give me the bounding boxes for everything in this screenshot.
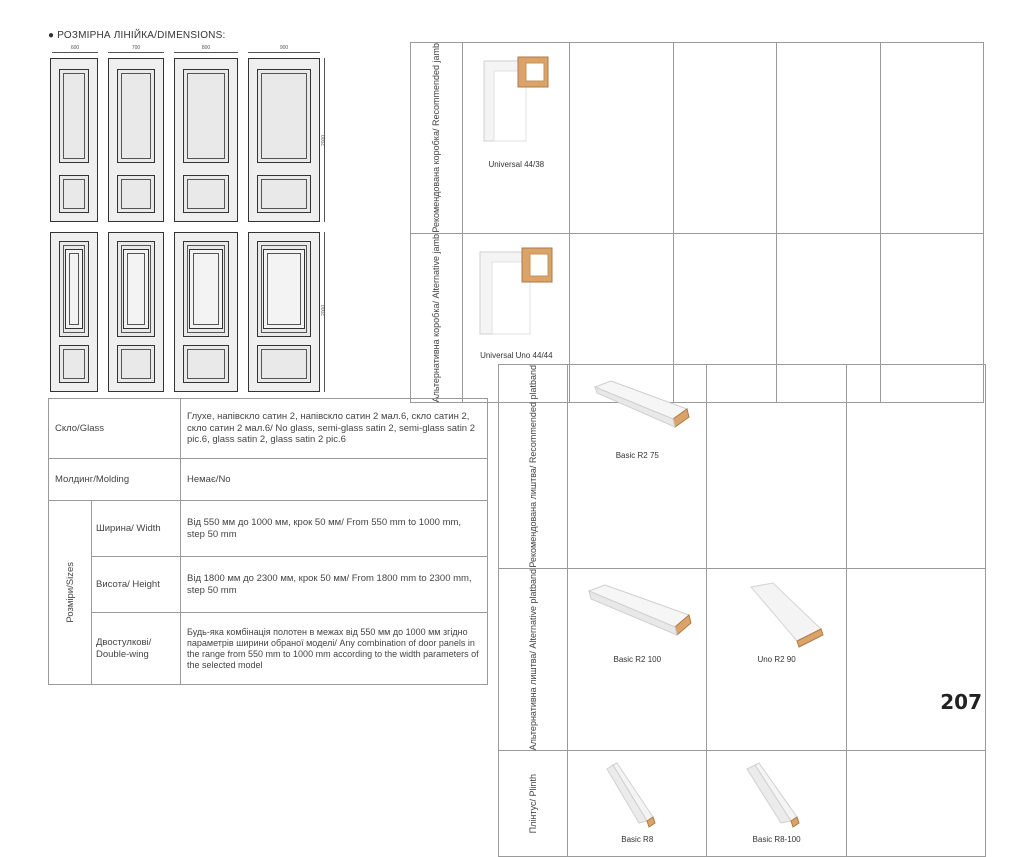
page-number: 207 [940, 690, 982, 714]
jamb-row-label: Рекомендована коробка/ Recommended jamb [411, 43, 463, 234]
door-900-solid [248, 58, 320, 222]
dimension-line [52, 52, 98, 53]
width-value: Від 550 мм до 1000 мм, крок 50 мм/ From 550 mm to 1000 mm, step 50 mm [181, 501, 488, 557]
height-label-bottom: 2000 [321, 304, 327, 316]
platband-row-label: Плінтус/ Plinth [499, 750, 568, 856]
plinth-cell [568, 750, 707, 856]
jamb-table [410, 42, 984, 403]
door-panel [59, 345, 89, 383]
door-panel [257, 345, 311, 383]
double-wing-label: Двостулкові/ Double-wing [92, 613, 181, 685]
glass-label: Скло/Glass [49, 399, 181, 459]
door-900-glass [248, 232, 320, 392]
empty-cell [846, 568, 985, 750]
door-600-glass [50, 232, 98, 392]
door-800-glass [174, 232, 238, 392]
dimension-line [248, 52, 320, 53]
door-800-solid [174, 58, 238, 222]
door-panel [183, 69, 229, 163]
width-label-800: 800 [201, 45, 211, 51]
jamb-cell [463, 43, 570, 234]
dimension-line [174, 52, 238, 53]
jamb-caption: Universal Uno 44/44 [480, 350, 553, 360]
platband-caption: Basic R2 75 [615, 451, 659, 460]
plinth-image [717, 757, 837, 835]
platband-row-label: Рекомендована лиштва/ Recommended platband [499, 365, 568, 569]
door-panel [59, 175, 89, 213]
platband-caption: Basic R2 100 [613, 654, 662, 664]
door-600-solid [50, 58, 98, 222]
empty-cell [777, 43, 880, 234]
door-panel [183, 345, 229, 383]
dimension-line [108, 52, 164, 53]
height-label: Висота/ Height [92, 557, 181, 613]
plinth-image [577, 757, 697, 835]
platband-image [577, 577, 697, 655]
plinth-caption: Basic R8 [621, 834, 654, 844]
door-glass [123, 249, 149, 329]
empty-cell [846, 750, 985, 856]
door-panel [117, 345, 155, 383]
door-panel [183, 175, 229, 213]
empty-cell [707, 365, 846, 569]
plinth-caption: Basic R8-100 [752, 834, 801, 844]
spec-table [48, 398, 488, 685]
molding-value: Немає/No [181, 459, 488, 501]
width-label-700: 700 [131, 45, 141, 51]
molding-label: Молдинг/Molding [49, 459, 181, 501]
door-glass [65, 249, 83, 329]
platband-table [498, 364, 986, 857]
door-panel [257, 69, 311, 163]
door-700-glass [108, 232, 164, 392]
width-label-900: 900 [279, 45, 289, 51]
empty-cell [673, 43, 776, 234]
door-glass [263, 249, 305, 329]
height-value: Від 1800 мм до 2300 мм, крок 50 мм/ From 1800 mm to 2300 mm, step 50 mm [181, 557, 488, 613]
door-panel [59, 69, 89, 163]
jamb-caption: Universal 44/38 [488, 160, 545, 169]
platband-image [717, 577, 837, 655]
door-700-solid [108, 58, 164, 222]
jamb-image [466, 51, 566, 166]
height-label-top: 2000 [321, 134, 327, 146]
empty-cell [570, 43, 673, 234]
jamb-image [466, 242, 566, 357]
width-label: Ширина/ Width [92, 501, 181, 557]
platband-cell [568, 568, 707, 750]
sizes-label: Розміри/Sizes [64, 562, 76, 623]
door-panel [117, 175, 155, 213]
platband-cell [568, 365, 707, 569]
jamb-row-label: Альтернативна коробка/ Alternative jamb [411, 233, 463, 402]
door-panel [117, 69, 155, 163]
empty-cell [880, 43, 983, 234]
empty-cell [846, 365, 985, 569]
section-title: ● РОЗМІРНА ЛІНІЙКА/DIMENSIONS: [48, 30, 226, 41]
door-panel [257, 175, 311, 213]
platband-caption: Uno R2 90 [757, 654, 796, 664]
glass-value: Глухе, напівскло сатин 2, напівскло сатин 2 мал.6, скло сатин 2, скло сатин 2 мал.6/ No glass, semi-glass satin 2, semi-glass satin 2 pic.6, glass satin 2, glass satin 2 pic.6 [181, 399, 488, 459]
plinth-cell [707, 750, 846, 856]
sizes-label-cell [49, 501, 92, 685]
platband-cell [707, 568, 846, 750]
platband-image [577, 373, 697, 451]
door-glass [189, 249, 223, 329]
platband-row-label: Альтернативна лиштва/ Alternative platband [499, 568, 568, 750]
width-label-600: 600 [70, 45, 80, 51]
double-wing-value: Будь-яка комбінація полотен в межах від 550 мм до 1000 мм згідно параметрів ширини обраної моделі/ Any combination of door panels in the range from 550 mm to 1000 mm according to the width parameters of the selected model [181, 613, 488, 685]
